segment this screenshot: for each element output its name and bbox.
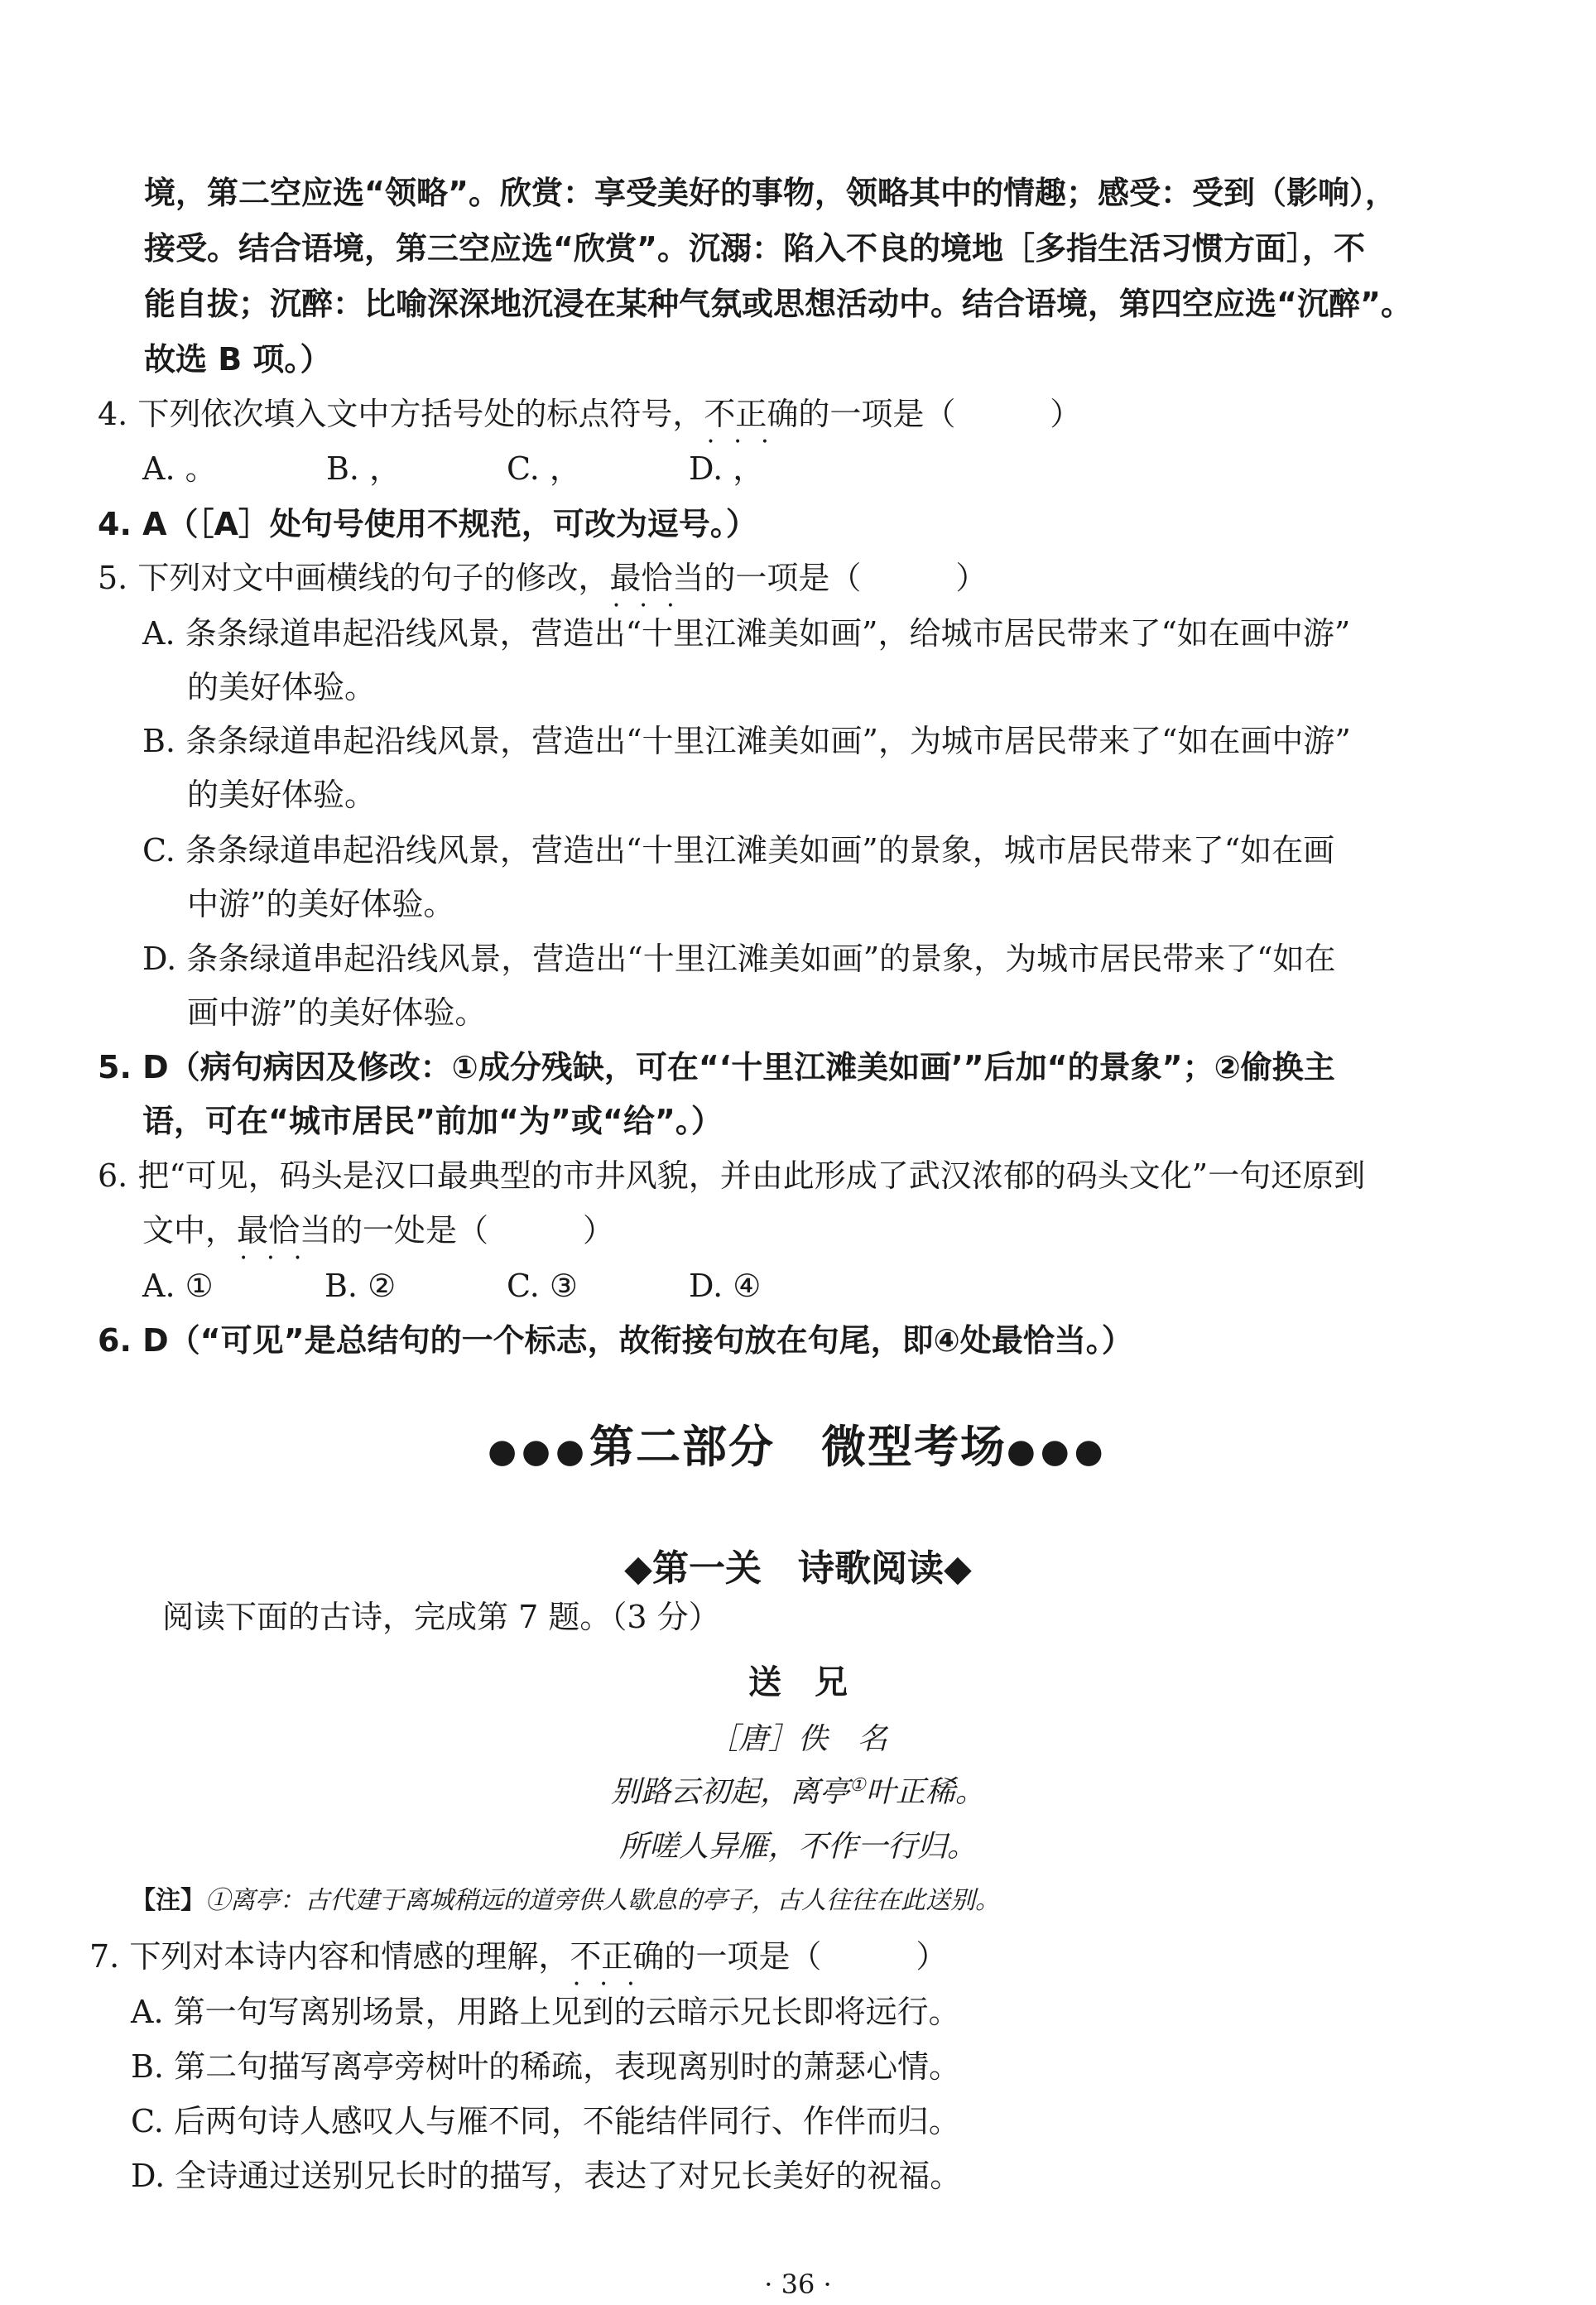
option-c: C. ， (507, 450, 581, 487)
option-a: A. 。 (142, 450, 217, 487)
answer-4: 4. A（［A］处句号使用不规范，可改为逗号。） (98, 506, 757, 542)
option-a-line2: 的美好体验。 (187, 669, 377, 705)
poem-author: ［唐］佚 名 (708, 1722, 887, 1756)
explanation-line: 接受。结合语境，第三空应选“欣赏”。沉溺：陷入不良的境地［多指生活习惯方面］，不 (144, 230, 1365, 267)
footnote-marker: ① (849, 1775, 866, 1796)
decor-dots-right: ●●● (1007, 1432, 1108, 1470)
explanation-line: 能自拔；沉醉：比喻深深地沉浸在某种气氛或思想活动中。结合语境，第四空应选“沉醉”。 (144, 286, 1412, 322)
poem-line-2: 所嗟人异雁，不作一行归。 (618, 1830, 977, 1864)
poem-note: 【注】①离亭：古代建于离城稍远的道旁供人歇息的亭子，古人往往在此送别。 (131, 1886, 1000, 1915)
emphasis-mark: 不正确 • • • (704, 393, 798, 435)
explanation-line: 故选 B 项。） (144, 341, 332, 378)
answer-5-line1: 5. D（病句病因及修改：①成分残缺，可在“‘十里江滩美如画’”后加“的景象”；②偷换主 (98, 1049, 1335, 1085)
question-5-stem: 5. 下列对文中画横线的句子的修改，最恰当 • • •的一项是（ ） (98, 557, 987, 599)
answer-6: 6. D（“可见”是总结句的一个标志，故衔接句放在句尾，即④处最恰当。） (98, 1322, 1133, 1359)
option-d: D. 全诗通过送别兄长时的描写，表达了对兄长美好的祝福。 (131, 2158, 962, 2194)
emphasis-mark: 最恰当 • • • (237, 1210, 331, 1251)
option-b: B. ② (324, 1268, 397, 1304)
question-4-stem: 4. 下列依次填入文中方括号处的标点符号，不正确 • • •的一项是（ ） (98, 393, 1081, 435)
emphasis-mark: 不正确 • • • (570, 1936, 664, 1977)
explanation-line: 境，第二空应选“领略”。欣赏：享受美好的事物，领略其中的情趣；感受：受到（影响）， (144, 175, 1396, 211)
option-d-line1: D. 条条绿道串起沿线风景，营造出“十里江滩美如画”的景象，为城市居民带来了“如在 (142, 941, 1336, 977)
option-b: B. 第二句描写离亭旁树叶的稀疏，表现离别时的萧瑟心情。 (131, 2048, 961, 2085)
option-c: C. 后两句诗人感叹人与雁不同，不能结伴同行、作伴而归。 (131, 2103, 960, 2139)
question-7-stem: 7. 下列对本诗内容和情感的理解，不正确 • • •的一项是（ ） (89, 1936, 947, 1977)
option-d: D. ④ (689, 1268, 762, 1304)
emphasis-mark: 最恰当 • • • (609, 557, 704, 599)
option-d-line2: 画中游”的美好体验。 (187, 994, 487, 1031)
section-title: ●●●第二部分 微型考场●●● (488, 1420, 1108, 1473)
answer-5-line2: 语，可在“城市居民”前加“为”或“给”。） (142, 1103, 723, 1139)
question-6-stem-line2: 文中，最恰当 • • •的一处是（ ） (142, 1210, 614, 1251)
page-number: · 36 · (764, 2269, 832, 2300)
option-d: D. ， (689, 450, 765, 487)
option-c-line2: 中游”的美好体验。 (187, 886, 455, 922)
option-a: A. 第一句写离别场景，用路上见到的云暗示兄长即将远行。 (131, 1994, 960, 2030)
subsection-title: ◆第一关 诗歌阅读◆ (624, 1547, 972, 1590)
option-b: B. ， (326, 450, 401, 487)
option-a-line1: A. 条条绿道串起沿线风景，营造出“十里江滩美如画”，给城市居民带来了“如在画中游” (142, 615, 1351, 652)
instruction: 阅读下面的古诗，完成第 7 题。（3 分） (162, 1599, 720, 1635)
poem-line-1: 别路云初起，离亭①叶正稀。 (611, 1775, 985, 1809)
option-b-line2: 的美好体验。 (187, 777, 377, 813)
option-b-line1: B. 条条绿道串起沿线风景，营造出“十里江滩美如画”，为城市居民带来了“如在画中游” (142, 723, 1351, 759)
option-c: C. ③ (507, 1268, 578, 1304)
option-a: A. ① (142, 1268, 214, 1304)
decor-dots-left: ●●● (488, 1432, 589, 1470)
option-c-line1: C. 条条绿道串起沿线风景，营造出“十里江滩美如画”的景象，城市居民带来了“如在画 (142, 832, 1335, 869)
poem-title: 送 兄 (748, 1663, 848, 1701)
question-6-stem-line1: 6. 把“可见，码头是汉口最典型的市井风貌，并由此形成了武汉浓郁的码头文化”一句还原到 (98, 1157, 1366, 1194)
